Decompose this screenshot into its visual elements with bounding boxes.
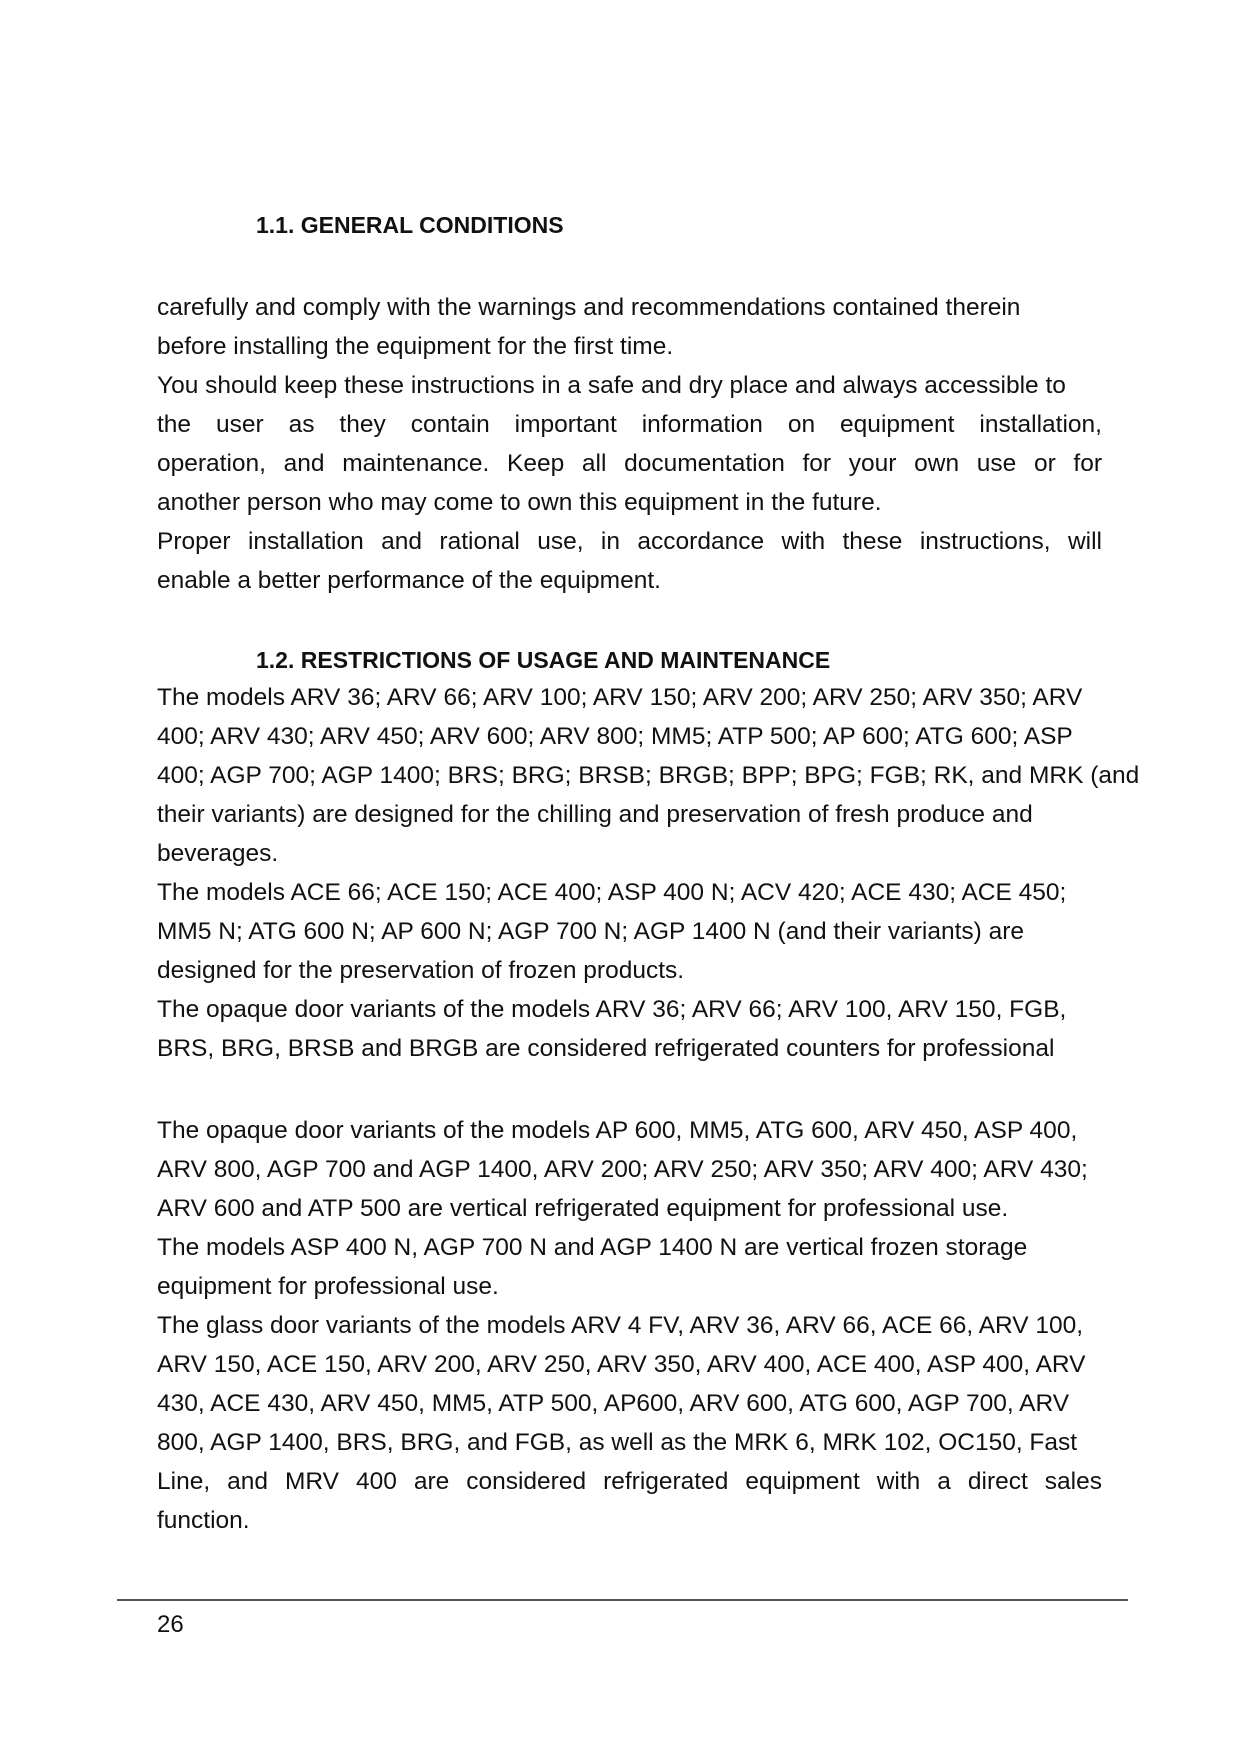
text-line: equipment for professional use. — [157, 1273, 499, 1300]
text-line: 400; AGP 700; AGP 1400; BRS; BRG; BRSB; BRGB; BPP; BPG; FGB; RK, and MRK (and — [157, 762, 1140, 789]
text-line: another person who may come to own this equipment in the future. — [157, 489, 882, 516]
text-line: designed for the preservation of frozen products. — [157, 957, 685, 984]
footer-divider — [117, 1599, 1128, 1601]
text-line: their variants) are designed for the chilling and preservation of fresh produce and — [157, 801, 1033, 828]
text-line: ARV 800, AGP 700 and AGP 1400, ARV 200; ARV 250; ARV 350; ARV 400; ARV 430; — [157, 1156, 1088, 1183]
text-line: beverages. — [157, 840, 279, 867]
text-line: MM5 N; ATG 600 N; AP 600 N; AGP 700 N; AGP 1400 N (and their variants) are — [157, 918, 1025, 945]
text-line: BRS, BRG, BRSB and BRGB are considered refrigerated counters for professional — [157, 1035, 1055, 1062]
text-line: ARV 600 and ATP 500 are vertical refrigerated equipment for professional use. — [157, 1195, 1009, 1222]
text-line: function. — [157, 1507, 250, 1534]
text-line: The models ARV 36; ARV 66; ARV 100; ARV 150; ARV 200; ARV 250; ARV 350; ARV — [157, 684, 1083, 711]
text-line: The opaque door variants of the models ARV 36; ARV 66; ARV 100, ARV 150, FGB, — [157, 996, 1067, 1023]
text-line: 800, AGP 1400, BRS, BRG, and FGB, as well as the MRK 6, MRK 102, OC150, Fast — [157, 1429, 1078, 1456]
paragraph-restrictions-variants — [157, 1111, 1102, 1540]
text-line: carefully and comply with the warnings and recommendations contained therein — [157, 294, 1021, 321]
text-line: Line, and MRV 400 are considered refrigerated equipment with a direct sales — [157, 1468, 1102, 1495]
text-line: 400; ARV 430; ARV 450; ARV 600; ARV 800; MM5; ATP 500; AP 600; ATG 600; ASP — [157, 723, 1073, 750]
text-line: The glass door variants of the models ARV 4 FV, ARV 36, ARV 66, ACE 66, ARV 100, — [157, 1312, 1084, 1339]
text-line: The models ACE 66; ACE 150; ACE 400; ASP 400 N; ACV 420; ACE 430; ACE 450; — [157, 879, 1067, 906]
text-line: enable a better performance of the equipment. — [157, 567, 661, 594]
text-line: ARV 150, ACE 150, ARV 200, ARV 250, ARV 350, ARV 400, ACE 400, ASP 400, ARV — [157, 1351, 1086, 1378]
page-number: 26 — [157, 1611, 184, 1638]
text-line: The models ASP 400 N, AGP 700 N and AGP 1400 N are vertical frozen storage — [157, 1234, 1028, 1261]
text-line: the user as they contain important information on equipment installation, — [157, 411, 1102, 438]
text-line: You should keep these instructions in a safe and dry place and always accessible to — [157, 372, 1066, 399]
text-line: before installing the equipment for the first time. — [157, 333, 674, 360]
section-heading-restrictions: 1.2. RESTRICTIONS OF USAGE AND MAINTENANCE — [256, 647, 831, 673]
paragraph-restrictions-models — [157, 678, 1140, 1068]
text-line: operation, and maintenance. Keep all documentation for your own use or for — [157, 450, 1102, 477]
text-line: 430, ACE 430, ARV 450, MM5, ATP 500, AP600, ARV 600, ATG 600, AGP 700, ARV — [157, 1390, 1070, 1417]
paragraph-general-conditions — [157, 288, 1102, 600]
text-line: The opaque door variants of the models AP 600, MM5, ATG 600, ARV 450, ASP 400, — [157, 1117, 1078, 1144]
section-heading-general-conditions: 1.1. GENERAL CONDITIONS — [256, 212, 564, 238]
text-line: Proper installation and rational use, in accordance with these instructions, will — [157, 528, 1102, 555]
